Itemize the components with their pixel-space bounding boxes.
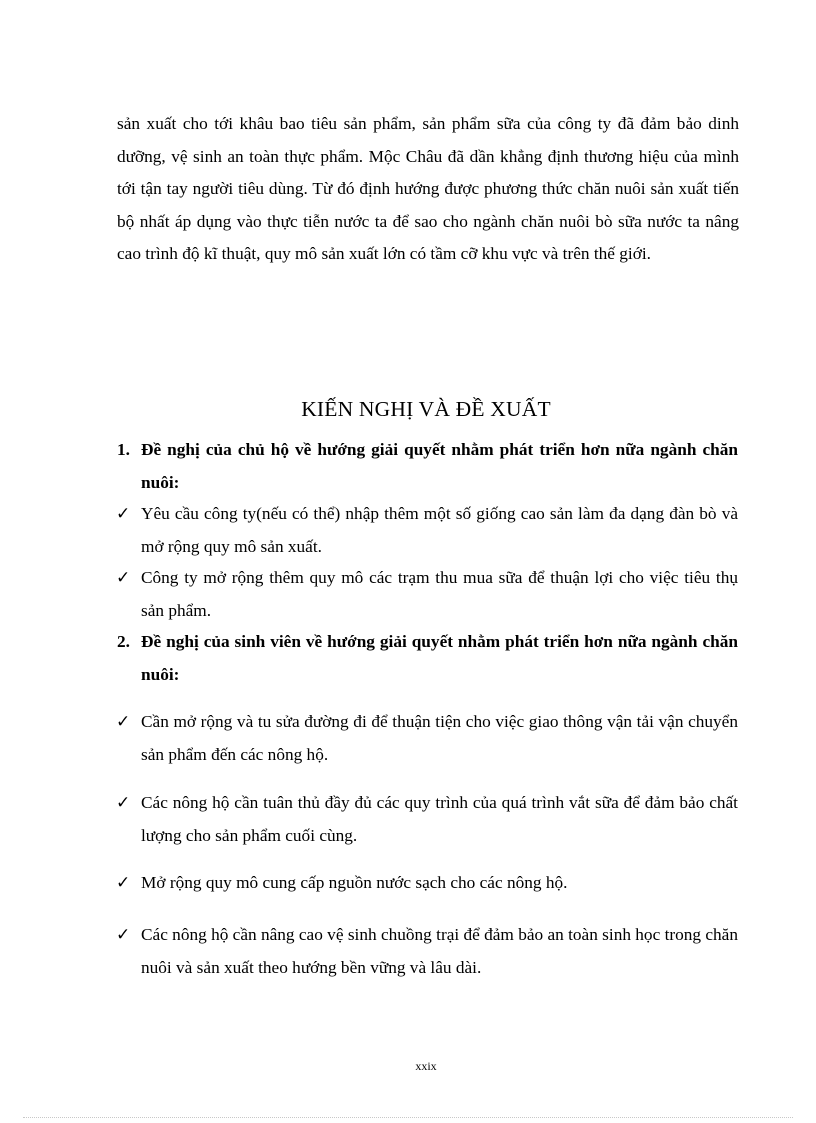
check-icon: ✓ <box>116 568 131 588</box>
list-item: Cần mở rộng và tu sửa đường đi để thuận tiện cho việc giao thông vận tải vận chuyển sản phẩm đến các nông hộ. <box>141 712 738 764</box>
list-item: Mở rộng quy mô cung cấp nguồn nước sạch cho các nông hộ. <box>141 873 568 892</box>
page-number: xxix <box>415 1059 437 1073</box>
check-icon: ✓ <box>116 925 131 945</box>
check-icon: ✓ <box>116 712 131 732</box>
proposal-number: 1. <box>117 440 130 459</box>
check-icon: ✓ <box>116 504 131 524</box>
proposal-heading: Đề nghị của chủ hộ về hướng giải quyết nhằm phát triển hơn nữa ngành chăn nuôi: <box>141 440 738 492</box>
check-icon: ✓ <box>116 793 131 813</box>
check-icon: ✓ <box>116 873 131 893</box>
proposal-heading: Đề nghị của sinh viên về hướng giải quyết nhằm phát triển hơn nữa ngành chăn nuôi: <box>141 632 738 684</box>
section-title: KIẾN NGHỊ VÀ ĐỀ XUẤT <box>301 397 551 421</box>
proposal-number: 2. <box>117 632 130 651</box>
list-item: Các nông hộ cần tuân thủ đầy đủ các quy trình của quá trình vắt sữa để đảm bảo chất lượng cho sản phẩm cuối cùng. <box>141 793 738 845</box>
page-bottom-border <box>23 1117 793 1118</box>
list-item: Công ty mở rộng thêm quy mô các trạm thu mua sữa để thuận lợi cho việc tiêu thụ sản phẩm. <box>141 568 738 620</box>
list-item: Yêu cầu công ty(nếu có thể) nhập thêm một số giống cao sản làm đa dạng đàn bò và mở rộng quy mô sản xuất. <box>141 504 738 556</box>
intro-paragraph: sản xuất cho tới khâu bao tiêu sản phẩm, sản phẩm sữa của công ty đã đảm bảo dinh dưỡng, vệ sinh an toàn thực phẩm. Mộc Châu đã dần khẳng định thương hiệu của mình tới tận tay người tiêu dùng. Từ đó định hướng được phương thức chăn nuôi sản xuất tiến bộ nhất áp dụng vào thực tiễn nước ta để sao cho ngành chăn nuôi bò sữa nước ta nâng cao trình độ kĩ thuật, quy mô sản xuất lớn có tầm cỡ khu vực và trên thế giới. <box>117 114 739 264</box>
list-item: Các nông hộ cần nâng cao vệ sinh chuồng trại để đảm bảo an toàn sinh học trong chăn nuôi và sản xuất theo hướng bền vững và lâu dài. <box>141 925 738 977</box>
